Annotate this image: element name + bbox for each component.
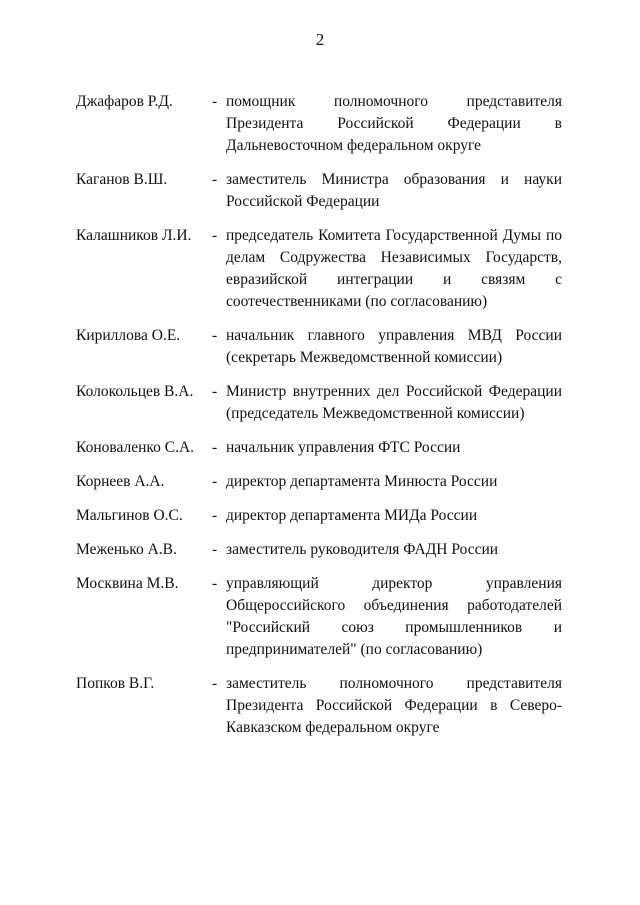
member-dash: - — [212, 327, 218, 344]
member-dash: - — [212, 675, 218, 692]
member-row — [76, 325, 562, 369]
page-number: 2 — [315, 30, 325, 49]
member-position: заместитель Министра образования и науки Российской Федерации — [226, 171, 562, 210]
member-dash: - — [212, 383, 218, 400]
member-row — [76, 673, 562, 739]
member-row — [76, 381, 562, 425]
member-name: Москвина М.В. — [76, 575, 179, 592]
member-name: Мальгинов О.С. — [76, 507, 183, 524]
member-position: начальник главного управления МВД России (секретарь Межведомственной комиссии) — [226, 327, 562, 366]
member-row — [76, 225, 562, 313]
member-name: Попков В.Г. — [76, 675, 155, 692]
member-position: председатель Комитета Государственной Думы по делам Содружества Независимых Государств, евразийской интеграции и связям с соотечественниками (по согласованию) — [226, 227, 562, 310]
member-list — [76, 91, 562, 751]
member-position: Министр внутренних дел Российской Федерации (председатель Межведомственной комиссии) — [226, 383, 562, 422]
member-position: помощник полномочного представителя Президента Российской Федерации в Дальневосточном федеральном округе — [226, 93, 562, 154]
member-name: Корнеев А.А. — [76, 473, 165, 490]
member-dash: - — [212, 439, 218, 456]
member-row — [76, 471, 562, 493]
member-row — [76, 505, 562, 527]
member-position: заместитель полномочного представителя Президента Российской Федерации в Северо-Кавказском федеральном округе — [226, 675, 562, 736]
member-name: Каганов В.Ш. — [76, 171, 168, 188]
member-dash: - — [212, 473, 218, 490]
member-position: заместитель руководителя ФАДН России — [226, 541, 499, 558]
member-name: Коноваленко С.А. — [76, 439, 195, 456]
member-position: управляющий директор управления Общероссийского объединения работодателей "Российский союз промышленников и предпринимателей" (по согласованию) — [226, 575, 562, 658]
member-row — [76, 91, 562, 157]
member-dash: - — [212, 507, 218, 524]
member-row — [76, 539, 562, 561]
member-name: Меженько А.В. — [76, 541, 177, 558]
member-dash: - — [212, 171, 218, 188]
member-row — [76, 169, 562, 213]
member-position: директор департамента Минюста России — [226, 473, 498, 490]
member-name: Кириллова О.Е. — [76, 327, 181, 344]
member-position: начальник управления ФТС России — [226, 439, 461, 456]
member-dash: - — [212, 93, 218, 110]
member-dash: - — [212, 227, 218, 244]
member-row — [76, 437, 562, 459]
member-dash: - — [212, 575, 218, 592]
member-dash: - — [212, 541, 218, 558]
member-name: Колокольцев В.А. — [76, 383, 194, 400]
member-name: Калашников Л.И. — [76, 227, 192, 244]
member-name: Джафаров Р.Д. — [76, 93, 173, 110]
member-row — [76, 573, 562, 661]
member-position: директор департамента МИДа России — [226, 507, 478, 524]
